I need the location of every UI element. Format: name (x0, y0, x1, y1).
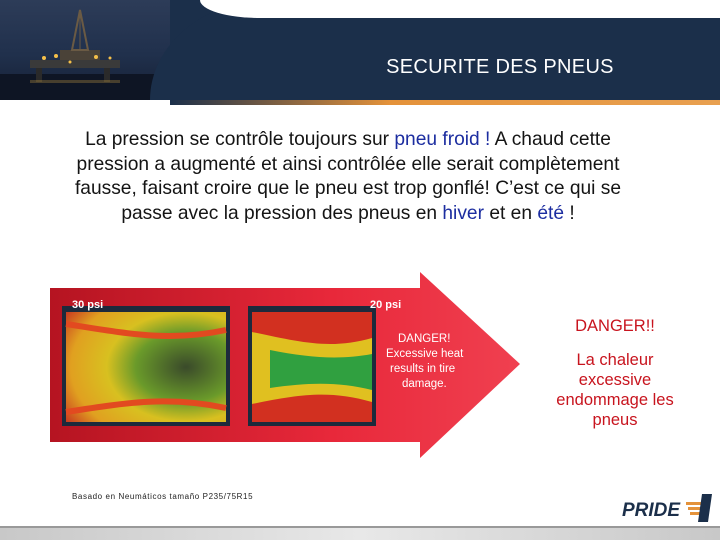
danger-note: La chaleur excessive endommage les pneus (556, 351, 674, 429)
pride-logo (616, 490, 716, 526)
side-warning (540, 316, 690, 430)
warning-line: Excessive heat (386, 348, 464, 360)
highlight-hiver: hiver (442, 202, 484, 224)
figure-caption: Basado en Neumáticos tamaño P235/75R15 (72, 492, 254, 501)
warning-line: results in tire (390, 363, 456, 375)
paragraph-text: et en (483, 202, 538, 224)
tire-heat-figure (50, 272, 520, 468)
oil-rig-icon (0, 0, 170, 100)
highlight-pneu-froid: pneu froid ! (394, 129, 491, 150)
logo-wordmark: PRIDE (622, 500, 681, 521)
header-top-strip (200, 0, 720, 18)
paragraph-text: La pression se contrôle toujours sur (85, 129, 395, 150)
body-paragraph (52, 128, 644, 226)
header-accent-band (170, 100, 720, 105)
paragraph-text: ! (564, 202, 575, 224)
warning-line: damage. (402, 378, 447, 390)
paragraph-text: A chaud cette pression a augmenté et ainsi contrôlée elle serait complètement fausse, faisant croire que le pneu est trop gonflé! C’est ce qui se passe avec la pression des pneus en (74, 129, 622, 224)
danger-heading: DANGER!! (575, 317, 655, 335)
footer-bar (0, 528, 720, 540)
right-pressure-label: 20 psi (370, 299, 402, 311)
highlight-ete: été (537, 202, 565, 224)
tire-size-note: based on tires size P235/75R15 (60, 450, 194, 460)
left-pressure-label: 30 psi (72, 299, 104, 311)
oil-rig-photo (0, 0, 170, 100)
slide-title: SECURITE DES PNEUS (386, 56, 614, 78)
warning-line: DANGER! (398, 333, 451, 345)
slide-header (0, 0, 720, 104)
